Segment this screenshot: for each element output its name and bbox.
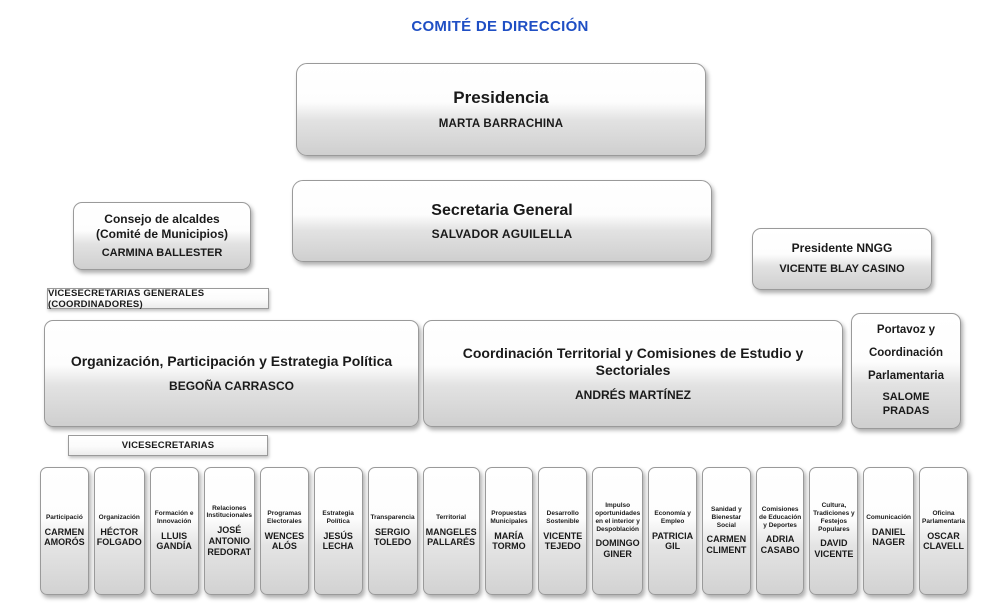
- node-portavoz-role-line2: Coordinación: [868, 346, 944, 359]
- vicesecretaria-card[interactable]: [40, 467, 89, 595]
- vicesecretaria-card[interactable]: [94, 467, 145, 595]
- vicesecretaria-card-person: LLUIS GANDÍA: [156, 530, 192, 552]
- node-presidencia[interactable]: [296, 63, 706, 156]
- node-consejo-alcaldes-person: CARMINA BALLESTER: [101, 246, 223, 259]
- node-presidente-nngg-role: Presidente NNGG: [791, 241, 893, 256]
- vicesecretaria-card[interactable]: [648, 467, 697, 595]
- vicesecretaria-card-role: Impulso oportunidades en el interior y Despoblación: [595, 502, 641, 533]
- node-consejo-alcaldes-role-line2: (Comité de Municipios): [96, 226, 228, 241]
- node-consejo-alcaldes-role-line1: Consejo de alcaldes: [104, 211, 220, 226]
- node-presidencia-role: Presidencia: [453, 88, 549, 108]
- vicesecretaria-card-person: JESÚS LECHA: [322, 530, 354, 552]
- vicesecretaria-card-person: ADRIA CASABO: [760, 534, 800, 556]
- vicesecretaria-card[interactable]: [863, 467, 914, 595]
- vicesecretaria-card-role: Comunicación: [866, 513, 912, 521]
- vicesecretaria-card-person: MARÍA TORMO: [492, 530, 526, 552]
- vicesecretaria-card[interactable]: [314, 467, 363, 595]
- vicesecretaria-card-role: Estrategia Política: [322, 509, 354, 525]
- vicesecretaria-card-person: DANIEL NAGER: [871, 526, 906, 548]
- vicesecretaria-card-person: CARMEN CLIMENT: [706, 534, 747, 556]
- label-vicesecretarias-generales: VICESECRETARIAS GENERALES (COORDINADORES): [47, 288, 269, 309]
- node-consejo-alcaldes[interactable]: [73, 202, 251, 270]
- vicesecretaria-card-person: HÉCTOR FOLGADO: [96, 526, 142, 548]
- node-portavoz-person: SALOME PRADAS: [882, 391, 930, 417]
- vicesecretaria-card-role: Transparencia: [370, 513, 415, 521]
- node-organizacion[interactable]: [44, 320, 419, 427]
- vicesecretaria-card-person: PATRICIA GIL: [652, 530, 694, 552]
- vicesecretaria-card-role: Oficina Parlamentaria: [922, 509, 966, 525]
- vicesecretaria-card-role: Economía y Empleo: [654, 509, 691, 525]
- vicesecretaria-card[interactable]: [150, 467, 199, 595]
- vicesecretaria-card-person: DAVID VICENTE: [814, 538, 854, 560]
- node-coordinacion-territorial-person: ANDRÉS MARTÍNEZ: [575, 387, 691, 402]
- vicesecretaria-card-role: Formación e Innovación: [154, 509, 194, 525]
- node-secretaria-general-role: Secretaria General: [431, 201, 573, 219]
- vicesecretaria-card-person: JOSÉ ANTONIO REDORAT: [207, 525, 252, 557]
- vicesecretaria-card-person: OSCAR CLAVELL: [923, 530, 964, 552]
- vicesecretaria-card-role: Participació: [45, 513, 83, 521]
- vicesecretaria-card[interactable]: [592, 467, 643, 595]
- vicesecretaria-card-role: Desarrollo Sostenible: [546, 509, 580, 525]
- vicesecretaria-card[interactable]: [756, 467, 805, 595]
- vicesecretaria-card-role: Comisiones de Educación y Deportes: [758, 506, 802, 529]
- node-organizacion-person: BEGOÑA CARRASCO: [169, 378, 294, 393]
- node-secretaria-general[interactable]: [292, 180, 712, 262]
- vicesecretaria-card-role: Propuestas Municipales: [490, 509, 528, 525]
- vicesecretaria-card[interactable]: [809, 467, 858, 595]
- vicesecretaria-card[interactable]: [368, 467, 418, 595]
- node-coordinacion-territorial-role: Coordinación Territorial y Comisiones de Estudio y Sectoriales: [462, 344, 804, 378]
- vicesecretaria-card-role: Relaciones Institucionales: [206, 504, 253, 520]
- vicesecretaria-card-role: Territorial: [436, 513, 467, 521]
- node-portavoz-role-line3: Parlamentaria: [867, 369, 945, 382]
- page-title: COMITÉ DE DIRECCIÓN: [411, 18, 589, 35]
- node-secretaria-general-person: SALVADOR AGUILELLA: [431, 226, 573, 241]
- vicesecretaria-card[interactable]: [702, 467, 751, 595]
- node-portavoz[interactable]: [851, 313, 961, 429]
- vicesecretaria-card-person: SERGIO TOLEDO: [373, 526, 412, 548]
- vicesecretaria-card-person: DOMINGO GINER: [595, 538, 640, 560]
- vicesecretaria-card[interactable]: [204, 467, 256, 595]
- vicesecretaria-card[interactable]: [260, 467, 309, 595]
- vicesecretaria-card-role: Sanidad y Bienestar Social: [711, 506, 742, 529]
- vicesecretaria-card[interactable]: [538, 467, 587, 595]
- vicesecretaria-card-role: Programas Electorales: [267, 509, 302, 525]
- vicesecretaria-card-person: CARMEN AMORÓS: [44, 526, 85, 548]
- node-portavoz-role-line1: Portavoz y: [876, 324, 936, 337]
- vicesecretaria-card-person: WENCES ALÓS: [264, 530, 305, 552]
- vicesecretaria-card-role: Cultura, Tradiciones y Festejos Populares: [813, 502, 855, 533]
- node-presidencia-person: MARTA BARRACHINA: [438, 118, 564, 131]
- vicesecretaria-card[interactable]: [485, 467, 534, 595]
- node-coordinacion-territorial[interactable]: [423, 320, 843, 427]
- vicesecretaria-card-person: VICENTE TEJEDO: [543, 530, 583, 552]
- node-presidente-nngg[interactable]: [752, 228, 932, 290]
- vicesecretaria-card[interactable]: [919, 467, 968, 595]
- vicesecretarias-row: [40, 467, 968, 595]
- vicesecretaria-card-role: Organización: [98, 513, 140, 521]
- label-vicesecretarias: VICESECRETARIAS: [68, 435, 268, 456]
- vicesecretaria-card[interactable]: [423, 467, 480, 595]
- node-presidente-nngg-person: VICENTE BLAY CASINO: [779, 263, 905, 276]
- node-organizacion-role: Organización, Participación y Estrategia Política: [70, 353, 393, 370]
- vicesecretaria-card-person: MANGELES PALLARÉS: [425, 526, 477, 548]
